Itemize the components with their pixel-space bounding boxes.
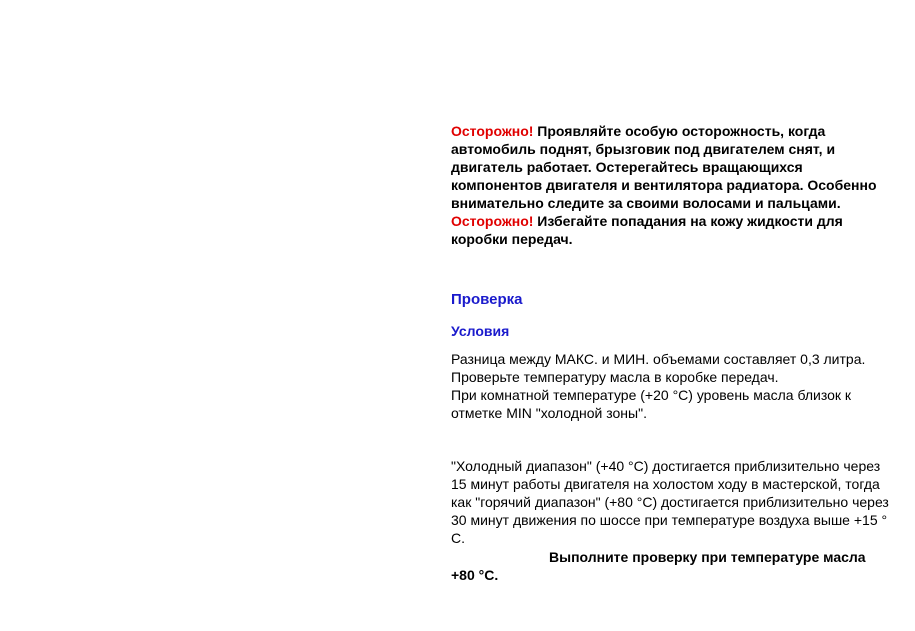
- text-line: Разница между МАКС. и МИН. объемами составляет 0,3 литра.: [451, 351, 866, 367]
- text-line: 15 минут работы двигателя на холостом ходу в мастерской, тогда: [451, 476, 880, 492]
- ranges-paragraph: [451, 457, 889, 547]
- text-line: C.: [451, 530, 465, 546]
- warning-text: коробки передач.: [451, 231, 573, 247]
- warning-text: компонентов двигателя и вентилятора радиатора. Особенно: [451, 177, 877, 193]
- text-line: "Холодный диапазон" (+40 °C) достигается приблизительно через: [451, 458, 881, 474]
- warning-text: внимательно следите за своими волосами и пальцами.: [451, 195, 841, 211]
- text-line: как "горячий диапазон" (+80 °C) достигается приблизительно через: [451, 494, 889, 510]
- warning-block: [451, 122, 877, 248]
- instruction: [451, 548, 866, 584]
- text-line: отметке MIN "холодной зоны".: [451, 405, 647, 421]
- warning-text: Избегайте попадания на кожу жидкости для: [533, 213, 843, 229]
- section-title: Проверка: [451, 291, 523, 308]
- instruction-text: Выполните проверку при температуре масла: [549, 549, 866, 565]
- text-line: Проверьте температуру масла в коробке передач.: [451, 369, 779, 385]
- warning-text: Проявляйте особую осторожность, когда: [533, 123, 826, 139]
- warning-text: автомобиль поднят, брызговик под двигателем снят, и: [451, 141, 836, 157]
- warning-label: Осторожно!: [451, 123, 534, 139]
- warning-text: двигатель работает. Остерегайтесь вращающихся: [451, 159, 803, 175]
- subsection-title: Условия: [451, 323, 510, 339]
- warning-label: Осторожно!: [451, 213, 534, 229]
- conditions-paragraph: [451, 350, 865, 422]
- text-line: 30 минут движения по шоссе при температуре воздуха выше +15 °: [451, 512, 888, 528]
- instruction-text: +80 °C.: [451, 567, 499, 583]
- text-line: При комнатной температуре (+20 °C) уровень масла близок к: [451, 387, 852, 403]
